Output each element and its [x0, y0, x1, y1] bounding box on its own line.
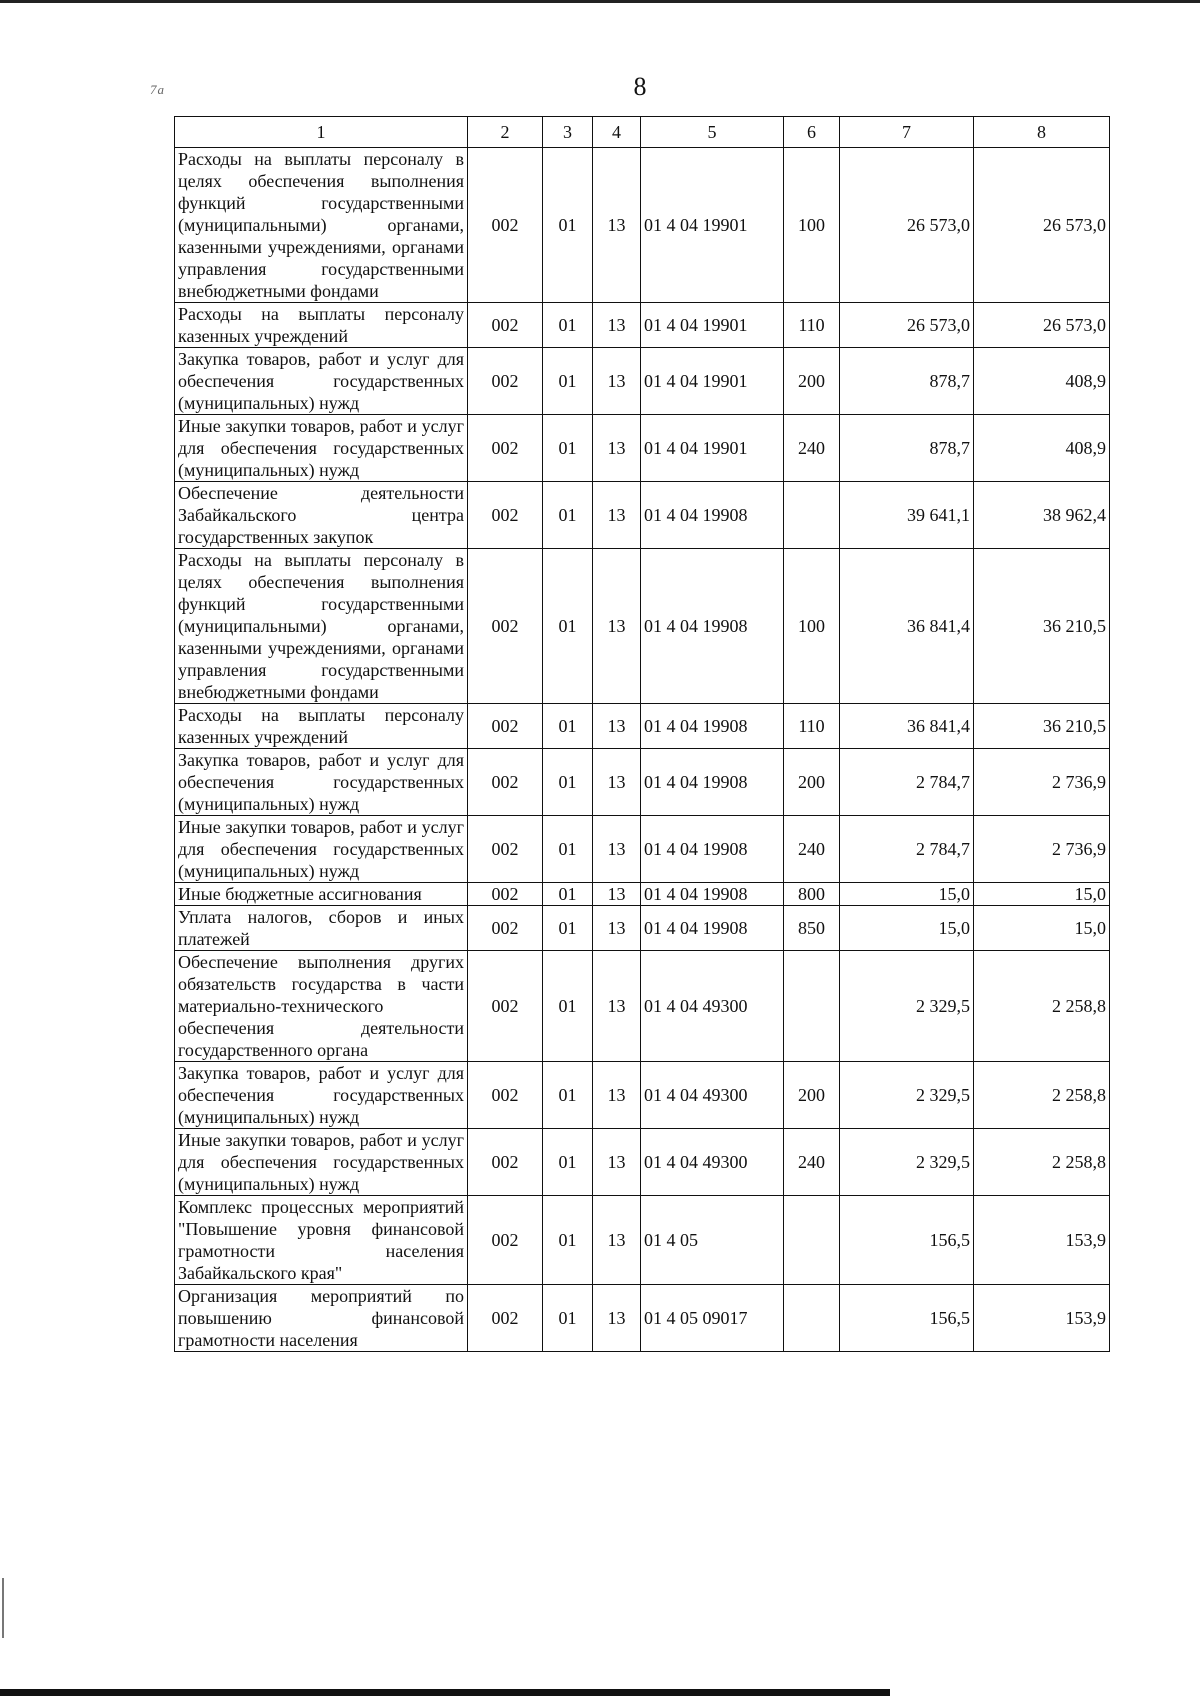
row-section-code: 01 — [543, 482, 593, 549]
header-col-3: 3 — [543, 117, 593, 148]
table-row — [175, 348, 1110, 415]
row-description: Расходы на выплаты персоналу казенных учреждений — [175, 303, 468, 348]
row-section-code: 01 — [543, 549, 593, 704]
header-col-7: 7 — [840, 117, 974, 148]
row-section-code: 01 — [543, 1196, 593, 1285]
row-amount-year-1: 2 329,5 — [840, 1062, 974, 1129]
header-col-1: 1 — [175, 117, 468, 148]
row-target-code: 01 4 04 19908 — [641, 749, 784, 816]
row-section-code: 01 — [543, 883, 593, 906]
row-amount-year-1: 15,0 — [840, 883, 974, 906]
row-expense-type: 200 — [784, 348, 840, 415]
row-amount-year-1: 36 841,4 — [840, 549, 974, 704]
row-amount-year-2: 38 962,4 — [974, 482, 1110, 549]
row-ministry-code: 002 — [468, 749, 543, 816]
row-expense-type: 100 — [784, 148, 840, 303]
scan-edge-top — [0, 0, 1200, 3]
header-col-8: 8 — [974, 117, 1110, 148]
row-section-code: 01 — [543, 1285, 593, 1352]
row-target-code: 01 4 04 19908 — [641, 704, 784, 749]
row-subsection-code: 13 — [593, 1129, 641, 1196]
row-amount-year-2: 153,9 — [974, 1285, 1110, 1352]
row-ministry-code: 002 — [468, 1062, 543, 1129]
row-target-code: 01 4 04 19908 — [641, 816, 784, 883]
row-description: Расходы на выплаты персоналу в целях обеспечения выполнения функций государственными (муниципальными) органами, казенными учреждениями, органами управления государственными внебюджетными фондами — [175, 148, 468, 303]
row-target-code: 01 4 04 19901 — [641, 148, 784, 303]
row-subsection-code: 13 — [593, 348, 641, 415]
row-amount-year-2: 36 210,5 — [974, 549, 1110, 704]
row-amount-year-2: 408,9 — [974, 348, 1110, 415]
row-description: Уплата налогов, сборов и иных платежей — [175, 906, 468, 951]
row-subsection-code: 13 — [593, 749, 641, 816]
table-row — [175, 1285, 1110, 1352]
row-subsection-code: 13 — [593, 303, 641, 348]
row-amount-year-1: 36 841,4 — [840, 704, 974, 749]
table-row — [175, 1196, 1110, 1285]
budget-table-body — [175, 148, 1110, 1352]
row-subsection-code: 13 — [593, 482, 641, 549]
row-amount-year-1: 39 641,1 — [840, 482, 974, 549]
row-ministry-code: 002 — [468, 906, 543, 951]
row-ministry-code: 002 — [468, 348, 543, 415]
row-description: Закупка товаров, работ и услуг для обеспечения государственных (муниципальных) нужд — [175, 348, 468, 415]
row-ministry-code: 002 — [468, 704, 543, 749]
row-ministry-code: 002 — [468, 549, 543, 704]
row-ministry-code: 002 — [468, 1196, 543, 1285]
row-description: Обеспечение выполнения других обязательств государства в части материально-технического обеспечения деятельности государственного органа — [175, 951, 468, 1062]
table-row — [175, 1062, 1110, 1129]
row-section-code: 01 — [543, 303, 593, 348]
table-row — [175, 415, 1110, 482]
page-number: 8 — [633, 72, 647, 101]
row-target-code: 01 4 04 19901 — [641, 348, 784, 415]
row-description: Закупка товаров, работ и услуг для обеспечения государственных (муниципальных) нужд — [175, 749, 468, 816]
row-amount-year-2: 153,9 — [974, 1196, 1110, 1285]
row-ministry-code: 002 — [468, 1129, 543, 1196]
table-row — [175, 749, 1110, 816]
row-description: Иные закупки товаров, работ и услуг для обеспечения государственных (муниципальных) нужд — [175, 816, 468, 883]
row-subsection-code: 13 — [593, 704, 641, 749]
row-ministry-code: 002 — [468, 303, 543, 348]
table-row — [175, 704, 1110, 749]
row-target-code: 01 4 04 19908 — [641, 549, 784, 704]
row-expense-type: 800 — [784, 883, 840, 906]
header-col-5: 5 — [641, 117, 784, 148]
row-description: Расходы на выплаты персоналу в целях обеспечения выполнения функций государственными (муниципальными) органами, казенными учреждениями, органами управления государственными внебюджетными фондами — [175, 549, 468, 704]
row-amount-year-1: 2 329,5 — [840, 951, 974, 1062]
budget-table — [174, 116, 1110, 1352]
row-target-code: 01 4 05 — [641, 1196, 784, 1285]
header-col-2: 2 — [468, 117, 543, 148]
row-amount-year-1: 26 573,0 — [840, 148, 974, 303]
row-subsection-code: 13 — [593, 415, 641, 482]
row-description: Расходы на выплаты персоналу казенных учреждений — [175, 704, 468, 749]
table-row — [175, 549, 1110, 704]
row-target-code: 01 4 04 19908 — [641, 482, 784, 549]
row-ministry-code: 002 — [468, 1285, 543, 1352]
row-ministry-code: 002 — [468, 482, 543, 549]
row-expense-type — [784, 1196, 840, 1285]
row-expense-type: 850 — [784, 906, 840, 951]
row-expense-type: 110 — [784, 704, 840, 749]
row-amount-year-2: 26 573,0 — [974, 303, 1110, 348]
table-row — [175, 482, 1110, 549]
row-amount-year-1: 878,7 — [840, 415, 974, 482]
row-amount-year-2: 2 258,8 — [974, 1129, 1110, 1196]
row-expense-type — [784, 1285, 840, 1352]
scan-edge-bottom — [0, 1689, 890, 1696]
row-ministry-code: 002 — [468, 415, 543, 482]
row-description: Организация мероприятий по повышению финансовой грамотности населения — [175, 1285, 468, 1352]
row-description: Комплекс процессных мероприятий "Повышение уровня финансовой грамотности населения Забайкальского края" — [175, 1196, 468, 1285]
row-amount-year-1: 156,5 — [840, 1196, 974, 1285]
row-expense-type: 200 — [784, 1062, 840, 1129]
row-amount-year-1: 2 784,7 — [840, 749, 974, 816]
row-section-code: 01 — [543, 415, 593, 482]
row-amount-year-2: 2 258,8 — [974, 1062, 1110, 1129]
row-amount-year-2: 2 736,9 — [974, 816, 1110, 883]
row-amount-year-2: 408,9 — [974, 415, 1110, 482]
table-row — [175, 1129, 1110, 1196]
row-section-code: 01 — [543, 1062, 593, 1129]
table-row — [175, 816, 1110, 883]
row-amount-year-1: 15,0 — [840, 906, 974, 951]
row-amount-year-2: 2 258,8 — [974, 951, 1110, 1062]
row-section-code: 01 — [543, 816, 593, 883]
row-ministry-code: 002 — [468, 148, 543, 303]
row-expense-type: 110 — [784, 303, 840, 348]
row-amount-year-1: 878,7 — [840, 348, 974, 415]
row-subsection-code: 13 — [593, 883, 641, 906]
row-amount-year-1: 2 329,5 — [840, 1129, 974, 1196]
header-row — [175, 117, 1110, 148]
row-target-code: 01 4 04 49300 — [641, 1129, 784, 1196]
row-subsection-code: 13 — [593, 951, 641, 1062]
row-description: Иные закупки товаров, работ и услуг для обеспечения государственных (муниципальных) нужд — [175, 415, 468, 482]
row-subsection-code: 13 — [593, 148, 641, 303]
row-description: Иные бюджетные ассигнования — [175, 883, 468, 906]
row-subsection-code: 13 — [593, 906, 641, 951]
table-row — [175, 951, 1110, 1062]
row-target-code: 01 4 04 19901 — [641, 415, 784, 482]
row-amount-year-2: 26 573,0 — [974, 148, 1110, 303]
row-section-code: 01 — [543, 1129, 593, 1196]
row-section-code: 01 — [543, 749, 593, 816]
row-amount-year-1: 26 573,0 — [840, 303, 974, 348]
row-amount-year-2: 15,0 — [974, 883, 1110, 906]
row-amount-year-2: 2 736,9 — [974, 749, 1110, 816]
row-target-code: 01 4 04 19908 — [641, 883, 784, 906]
table-row — [175, 906, 1110, 951]
row-section-code: 01 — [543, 704, 593, 749]
row-amount-year-2: 36 210,5 — [974, 704, 1110, 749]
row-amount-year-2: 15,0 — [974, 906, 1110, 951]
scan-edge-left-mark — [2, 1578, 4, 1638]
row-ministry-code: 002 — [468, 883, 543, 906]
row-expense-type: 240 — [784, 816, 840, 883]
row-subsection-code: 13 — [593, 1285, 641, 1352]
row-target-code: 01 4 05 09017 — [641, 1285, 784, 1352]
row-target-code: 01 4 04 49300 — [641, 1062, 784, 1129]
row-expense-type: 100 — [784, 549, 840, 704]
row-target-code: 01 4 04 49300 — [641, 951, 784, 1062]
table-row — [175, 303, 1110, 348]
row-expense-type: 240 — [784, 1129, 840, 1196]
header-col-4: 4 — [593, 117, 641, 148]
row-section-code: 01 — [543, 148, 593, 303]
row-subsection-code: 13 — [593, 1196, 641, 1285]
row-expense-type — [784, 951, 840, 1062]
row-expense-type: 240 — [784, 415, 840, 482]
row-subsection-code: 13 — [593, 816, 641, 883]
row-subsection-code: 13 — [593, 1062, 641, 1129]
table-row — [175, 883, 1110, 906]
row-expense-type — [784, 482, 840, 549]
row-description: Обеспечение деятельности Забайкальского центра государственных закупок — [175, 482, 468, 549]
row-section-code: 01 — [543, 348, 593, 415]
row-ministry-code: 002 — [468, 816, 543, 883]
row-amount-year-1: 2 784,7 — [840, 816, 974, 883]
row-section-code: 01 — [543, 906, 593, 951]
row-target-code: 01 4 04 19901 — [641, 303, 784, 348]
row-section-code: 01 — [543, 951, 593, 1062]
row-description: Закупка товаров, работ и услуг для обеспечения государственных (муниципальных) нужд — [175, 1062, 468, 1129]
row-expense-type: 200 — [784, 749, 840, 816]
row-amount-year-1: 156,5 — [840, 1285, 974, 1352]
header-col-6: 6 — [784, 117, 840, 148]
row-subsection-code: 13 — [593, 549, 641, 704]
row-description: Иные закупки товаров, работ и услуг для обеспечения государственных (муниципальных) нужд — [175, 1129, 468, 1196]
table-row — [175, 148, 1110, 303]
row-ministry-code: 002 — [468, 951, 543, 1062]
row-target-code: 01 4 04 19908 — [641, 906, 784, 951]
margin-stamp: 7a — [150, 82, 165, 97]
